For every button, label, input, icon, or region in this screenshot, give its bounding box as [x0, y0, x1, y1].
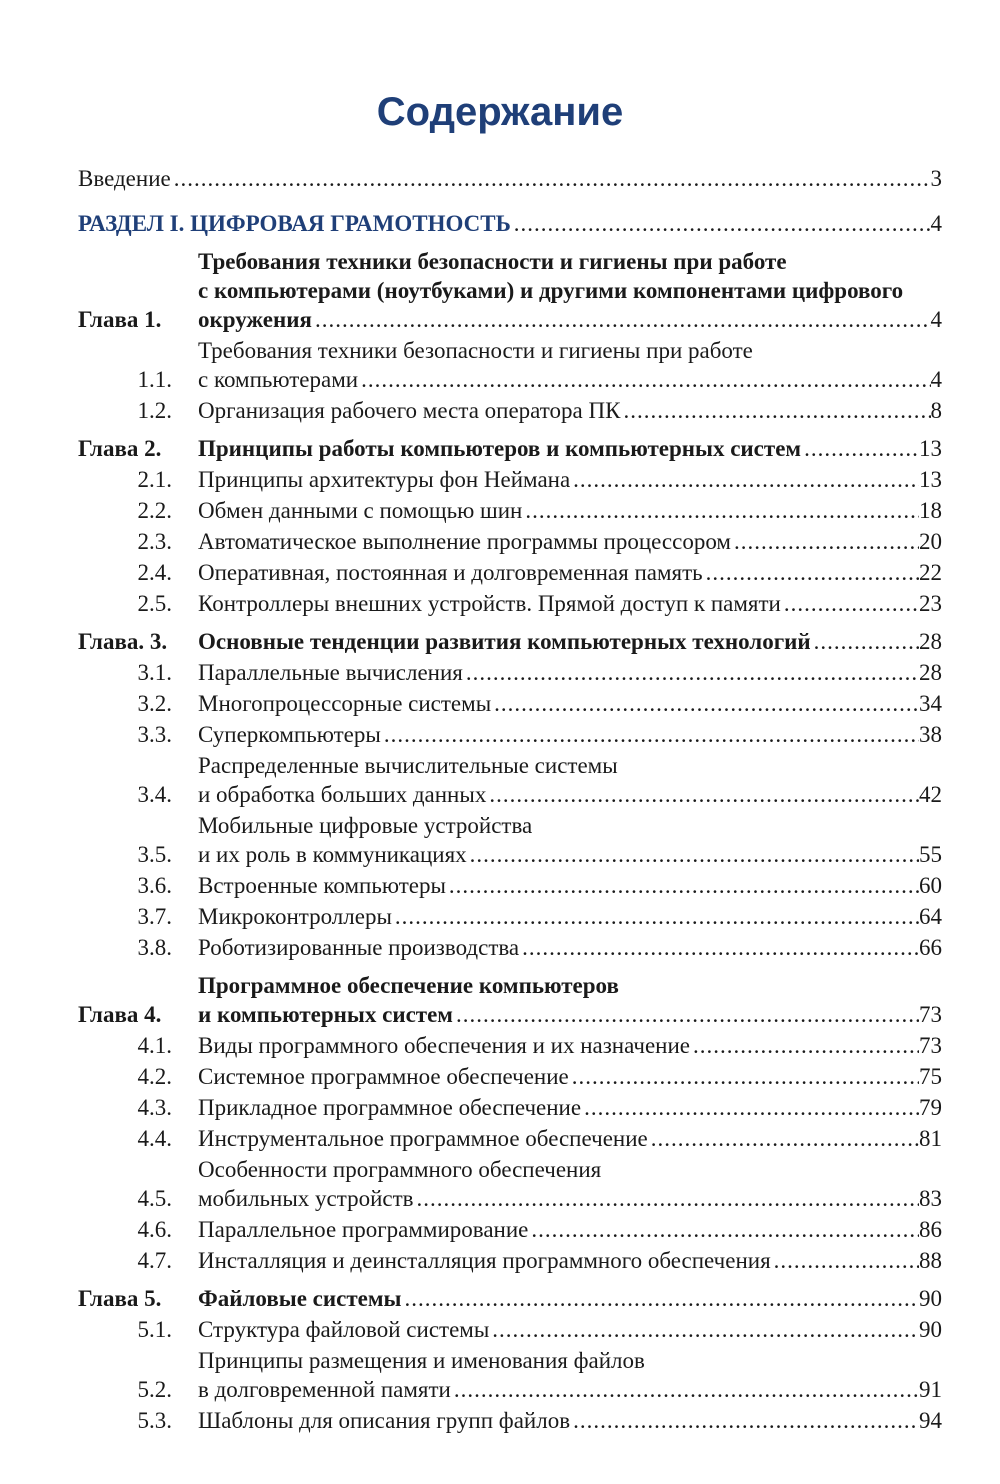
- dot-leader: [453, 1000, 919, 1029]
- entry-number: Глава 2.: [78, 436, 162, 461]
- section-entry[interactable]: [78, 396, 942, 425]
- entry-title: Прикладное программное обеспечение: [198, 1095, 582, 1120]
- section-entry[interactable]: [78, 1124, 942, 1153]
- page-number: 4: [930, 307, 942, 332]
- page-number: 83: [919, 1186, 942, 1211]
- entry-title: Суперкомпьютеры: [198, 722, 381, 747]
- entry-title: Виды программного обеспечения и их назначение: [198, 1033, 691, 1058]
- section-entry[interactable]: [78, 527, 942, 556]
- page-number: 79: [919, 1095, 942, 1120]
- entry-title: Принципы архитектуры фон Неймана: [198, 467, 571, 492]
- entry-last-line: [198, 1406, 942, 1435]
- entry-title: Обмен данными с помощью шин: [198, 498, 523, 523]
- entry-title: и компьютерных систем: [198, 1002, 453, 1027]
- page-number: 73: [919, 1002, 942, 1027]
- dot-leader: [463, 658, 919, 687]
- entry-body: [198, 1406, 942, 1435]
- entry-title: с компьютерами: [198, 367, 359, 392]
- page-number: 88: [919, 1248, 942, 1273]
- entry-number: 2.5.: [137, 591, 172, 616]
- entry-body: [198, 1246, 942, 1275]
- section-entry[interactable]: [78, 658, 942, 687]
- entry-body: [198, 247, 942, 334]
- entry-last-line: [198, 1315, 942, 1344]
- page-number: 13: [919, 436, 942, 461]
- entry-number: 4.5.: [137, 1186, 172, 1211]
- entry-last-line: [198, 1246, 942, 1275]
- entry-last-line: [198, 1031, 942, 1060]
- dot-leader: [731, 527, 919, 556]
- entry-title-line: Требования техники безопасности и гигиены при работе: [198, 249, 787, 274]
- entry-title: Автоматическое выполнение программы процессором: [198, 529, 731, 554]
- entry-title: Параллельное программирование: [198, 1217, 529, 1242]
- entry-last-line: [198, 558, 942, 587]
- page-number: 18: [919, 498, 942, 523]
- entry-number: 3.1.: [137, 660, 172, 685]
- entry-number: Глава 4.: [78, 1002, 162, 1027]
- entry-title: РАЗДЕЛ I. ЦИФРОВАЯ ГРАМОТНОСТЬ: [78, 211, 511, 236]
- page-number: 64: [919, 904, 942, 929]
- entry-number: 2.1.: [137, 467, 172, 492]
- entry-title: Контроллеры внешних устройств. Прямой доступ к памяти: [198, 591, 781, 616]
- page-number: 13: [919, 467, 942, 492]
- entry-number: 4.7.: [137, 1248, 172, 1273]
- section-entry[interactable]: [78, 558, 942, 587]
- dot-leader: [570, 465, 919, 494]
- entry-title: в долговременной памяти: [198, 1377, 451, 1402]
- entry-number: Глава 5.: [78, 1286, 162, 1311]
- entry-last-line: [198, 933, 942, 962]
- entry-title-line: Мобильные цифровые устройства: [198, 813, 533, 838]
- page-number: 86: [919, 1217, 942, 1242]
- page-number: 8: [930, 398, 942, 423]
- entry-last-line: [78, 209, 942, 238]
- page-number: 42: [919, 782, 942, 807]
- entry-body: [78, 209, 942, 238]
- entry-title-line: Особенности программного обеспечения: [198, 1157, 602, 1182]
- chapter-entry[interactable]: [78, 1284, 942, 1313]
- entry-title: Структура файловой системы: [198, 1317, 490, 1342]
- page-number: 90: [919, 1286, 942, 1311]
- section-entry[interactable]: [78, 933, 942, 962]
- entry-body: [198, 434, 942, 463]
- entry-number: 2.2.: [137, 498, 172, 523]
- intro-entry[interactable]: [78, 164, 942, 193]
- dot-leader: [358, 365, 930, 394]
- entry-body: [198, 1346, 942, 1404]
- entry-body: [198, 751, 942, 809]
- section-entry[interactable]: [78, 496, 942, 525]
- section-entry[interactable]: [78, 589, 942, 618]
- dot-leader: [467, 840, 919, 869]
- entry-title: мобильных устройств: [198, 1186, 414, 1211]
- entry-body: [198, 689, 942, 718]
- section-entry[interactable]: [78, 811, 942, 869]
- entry-number: 2.3.: [137, 529, 172, 554]
- entry-title: Инсталляция и деинсталляция программного обеспечения: [198, 1248, 771, 1273]
- section-entry[interactable]: [78, 1155, 942, 1213]
- entry-number: 5.3.: [137, 1408, 172, 1433]
- page-number: 23: [919, 591, 942, 616]
- entry-title: Файловые системы: [198, 1286, 402, 1311]
- entry-last-line: [198, 1093, 942, 1122]
- entry-last-line: [198, 627, 942, 656]
- chapter-entry[interactable]: [78, 971, 942, 1029]
- entry-body: [198, 527, 942, 556]
- dot-leader: [381, 720, 919, 749]
- entry-number: 3.6.: [137, 873, 172, 898]
- entry-title: Шаблоны для описания групп файлов: [198, 1408, 571, 1433]
- entry-body: [198, 627, 942, 656]
- entry-body: [198, 336, 942, 394]
- dot-leader: [522, 496, 919, 525]
- page-number: 28: [919, 660, 942, 685]
- section-entry[interactable]: [78, 751, 942, 809]
- entry-last-line: [198, 589, 942, 618]
- section-entry[interactable]: [78, 1346, 942, 1404]
- entry-number: 5.2.: [137, 1377, 172, 1402]
- entry-title-line: Требования техники безопасности и гигиены при работе: [198, 338, 753, 363]
- chapter-entry[interactable]: [78, 247, 942, 334]
- page-title: Содержание: [376, 90, 624, 134]
- entry-number: 3.5.: [137, 842, 172, 867]
- entry-title: Основные тенденции развития компьютерных технологий: [198, 629, 811, 654]
- entry-last-line: [198, 720, 942, 749]
- entry-last-line: [198, 496, 942, 525]
- page-number: 81: [919, 1126, 942, 1151]
- entry-last-line: [198, 396, 942, 425]
- entry-body: [198, 720, 942, 749]
- entry-title: Многопроцессорные системы: [198, 691, 492, 716]
- entry-last-line: [198, 780, 942, 809]
- page-number: 34: [919, 691, 942, 716]
- dot-leader: [690, 1031, 919, 1060]
- dot-leader: [401, 1284, 919, 1313]
- section-entry[interactable]: [78, 902, 942, 931]
- entry-body: [198, 396, 942, 425]
- entry-body: [198, 1284, 942, 1313]
- entry-last-line: [198, 658, 942, 687]
- page-number: 4: [930, 367, 942, 392]
- entry-number: 3.7.: [137, 904, 172, 929]
- entry-body: [198, 1315, 942, 1344]
- dot-leader: [620, 396, 930, 425]
- page-number: 60: [919, 873, 942, 898]
- dot-leader: [414, 1184, 919, 1213]
- entry-body: [198, 589, 942, 618]
- page-number: 73: [919, 1033, 942, 1058]
- dot-leader: [811, 627, 919, 656]
- entry-number: 2.4.: [137, 560, 172, 585]
- entry-title-line: Принципы размещения и именования файлов: [198, 1348, 645, 1373]
- entry-body: [198, 1155, 942, 1213]
- entry-last-line: [198, 840, 942, 869]
- entry-title: Системное программное обеспечение: [198, 1064, 569, 1089]
- entry-last-line: [198, 1000, 942, 1029]
- entry-title: и обработка больших данных: [198, 782, 487, 807]
- entry-title: Микроконтроллеры: [198, 904, 392, 929]
- entry-title-line: Распределенные вычислительные системы: [198, 753, 618, 778]
- entry-number: 3.8.: [137, 935, 172, 960]
- entry-last-line: [198, 465, 942, 494]
- section-entry[interactable]: [78, 1246, 942, 1275]
- section-entry[interactable]: [78, 1093, 942, 1122]
- entry-body: [198, 1031, 942, 1060]
- dot-leader: [570, 1406, 919, 1435]
- entry-last-line: [198, 1284, 942, 1313]
- entry-body: [198, 558, 942, 587]
- dot-leader: [171, 164, 931, 193]
- entry-last-line: [198, 305, 942, 334]
- table-of-contents: [78, 164, 942, 1435]
- chapter-entry[interactable]: [78, 434, 942, 463]
- entry-last-line: [198, 365, 942, 394]
- page-number: 3: [930, 166, 942, 191]
- page-number: 75: [919, 1064, 942, 1089]
- dot-leader: [312, 305, 931, 334]
- entry-number: 4.1.: [137, 1033, 172, 1058]
- entry-number: 4.3.: [137, 1095, 172, 1120]
- part-entry[interactable]: [78, 209, 942, 238]
- section-entry[interactable]: [78, 465, 942, 494]
- entry-last-line: [198, 1062, 942, 1091]
- section-entry[interactable]: [78, 871, 942, 900]
- entry-last-line: [198, 434, 942, 463]
- dot-leader: [446, 871, 919, 900]
- section-entry[interactable]: [78, 336, 942, 394]
- dot-leader: [486, 780, 919, 809]
- entry-last-line: [198, 1124, 942, 1153]
- entry-last-line: [198, 1184, 942, 1213]
- dot-leader: [771, 1246, 919, 1275]
- dot-leader: [489, 1315, 919, 1344]
- dot-leader: [451, 1375, 919, 1404]
- entry-title: Оперативная, постоянная и долговременная память: [198, 560, 703, 585]
- entry-body: [198, 871, 942, 900]
- entry-body: [198, 1062, 942, 1091]
- entry-title: Введение: [78, 166, 171, 191]
- chapter-entry[interactable]: [78, 627, 942, 656]
- page-number: 55: [919, 842, 942, 867]
- entry-body: [198, 496, 942, 525]
- section-entry[interactable]: [78, 1062, 942, 1091]
- entry-body: [78, 164, 942, 193]
- entry-title: Инструментальное программное обеспечение: [198, 1126, 648, 1151]
- entry-body: [198, 465, 942, 494]
- entry-title: Встроенные компьютеры: [198, 873, 446, 898]
- dot-leader: [392, 902, 919, 931]
- entry-last-line: [198, 902, 942, 931]
- entry-title: Принципы работы компьютеров и компьютерных систем: [198, 436, 802, 461]
- entry-number: 1.2.: [137, 398, 172, 423]
- entry-number: 1.1.: [137, 367, 172, 392]
- page-number: 28: [919, 629, 942, 654]
- dot-leader: [569, 1062, 919, 1091]
- dot-leader: [648, 1124, 919, 1153]
- entry-body: [198, 1093, 942, 1122]
- entry-body: [198, 1124, 942, 1153]
- page-number: 38: [919, 722, 942, 747]
- section-entry[interactable]: [78, 1315, 942, 1344]
- section-entry[interactable]: [78, 1406, 942, 1435]
- page-number: 66: [919, 935, 942, 960]
- entry-number: 3.3.: [137, 722, 172, 747]
- entry-last-line: [198, 527, 942, 556]
- dot-leader: [528, 1215, 919, 1244]
- entry-body: [198, 1215, 942, 1244]
- page-number: 22: [919, 560, 942, 585]
- entry-title: Роботизированные производства: [198, 935, 520, 960]
- dot-leader: [703, 558, 919, 587]
- entry-number: 3.4.: [137, 782, 172, 807]
- dot-leader: [511, 209, 931, 238]
- entry-number: Глава. 3.: [78, 629, 168, 654]
- entry-title: окружения: [198, 307, 312, 332]
- entry-number: 4.2.: [137, 1064, 172, 1089]
- entry-last-line: [198, 1375, 942, 1404]
- section-entry[interactable]: [78, 1215, 942, 1244]
- dot-leader: [519, 933, 919, 962]
- entry-last-line: [198, 1215, 942, 1244]
- entry-number: 4.4.: [137, 1126, 172, 1151]
- dot-leader: [781, 589, 919, 618]
- entry-body: [198, 933, 942, 962]
- entry-title: Организация рабочего места оператора ПК: [198, 398, 621, 423]
- entry-title: Параллельные вычисления: [198, 660, 463, 685]
- entry-number: Глава 1.: [78, 307, 162, 332]
- entry-body: [198, 658, 942, 687]
- section-entry[interactable]: [78, 689, 942, 718]
- entry-title-line: Программное обеспечение компьютеров: [198, 973, 619, 998]
- section-entry[interactable]: [78, 720, 942, 749]
- section-entry[interactable]: [78, 1031, 942, 1060]
- entry-number: 4.6.: [137, 1217, 172, 1242]
- entry-body: [198, 811, 942, 869]
- page-number: 4: [930, 211, 942, 236]
- page-number: 20: [919, 529, 942, 554]
- entry-title: и их роль в коммуникациях: [198, 842, 467, 867]
- entry-body: [198, 971, 942, 1029]
- entry-number: 5.1.: [137, 1317, 172, 1342]
- entry-body: [198, 902, 942, 931]
- dot-leader: [581, 1093, 919, 1122]
- page-number: 94: [919, 1408, 942, 1433]
- entry-last-line: [198, 689, 942, 718]
- entry-title-line: с компьютерами (ноутбуками) и другими компонентами цифрового: [198, 278, 904, 303]
- entry-last-line: [78, 164, 942, 193]
- dot-leader: [491, 689, 919, 718]
- page-number: 91: [919, 1377, 942, 1402]
- entry-last-line: [198, 871, 942, 900]
- entry-number: 3.2.: [137, 691, 172, 716]
- dot-leader: [801, 434, 919, 463]
- page-number: 90: [919, 1317, 942, 1342]
